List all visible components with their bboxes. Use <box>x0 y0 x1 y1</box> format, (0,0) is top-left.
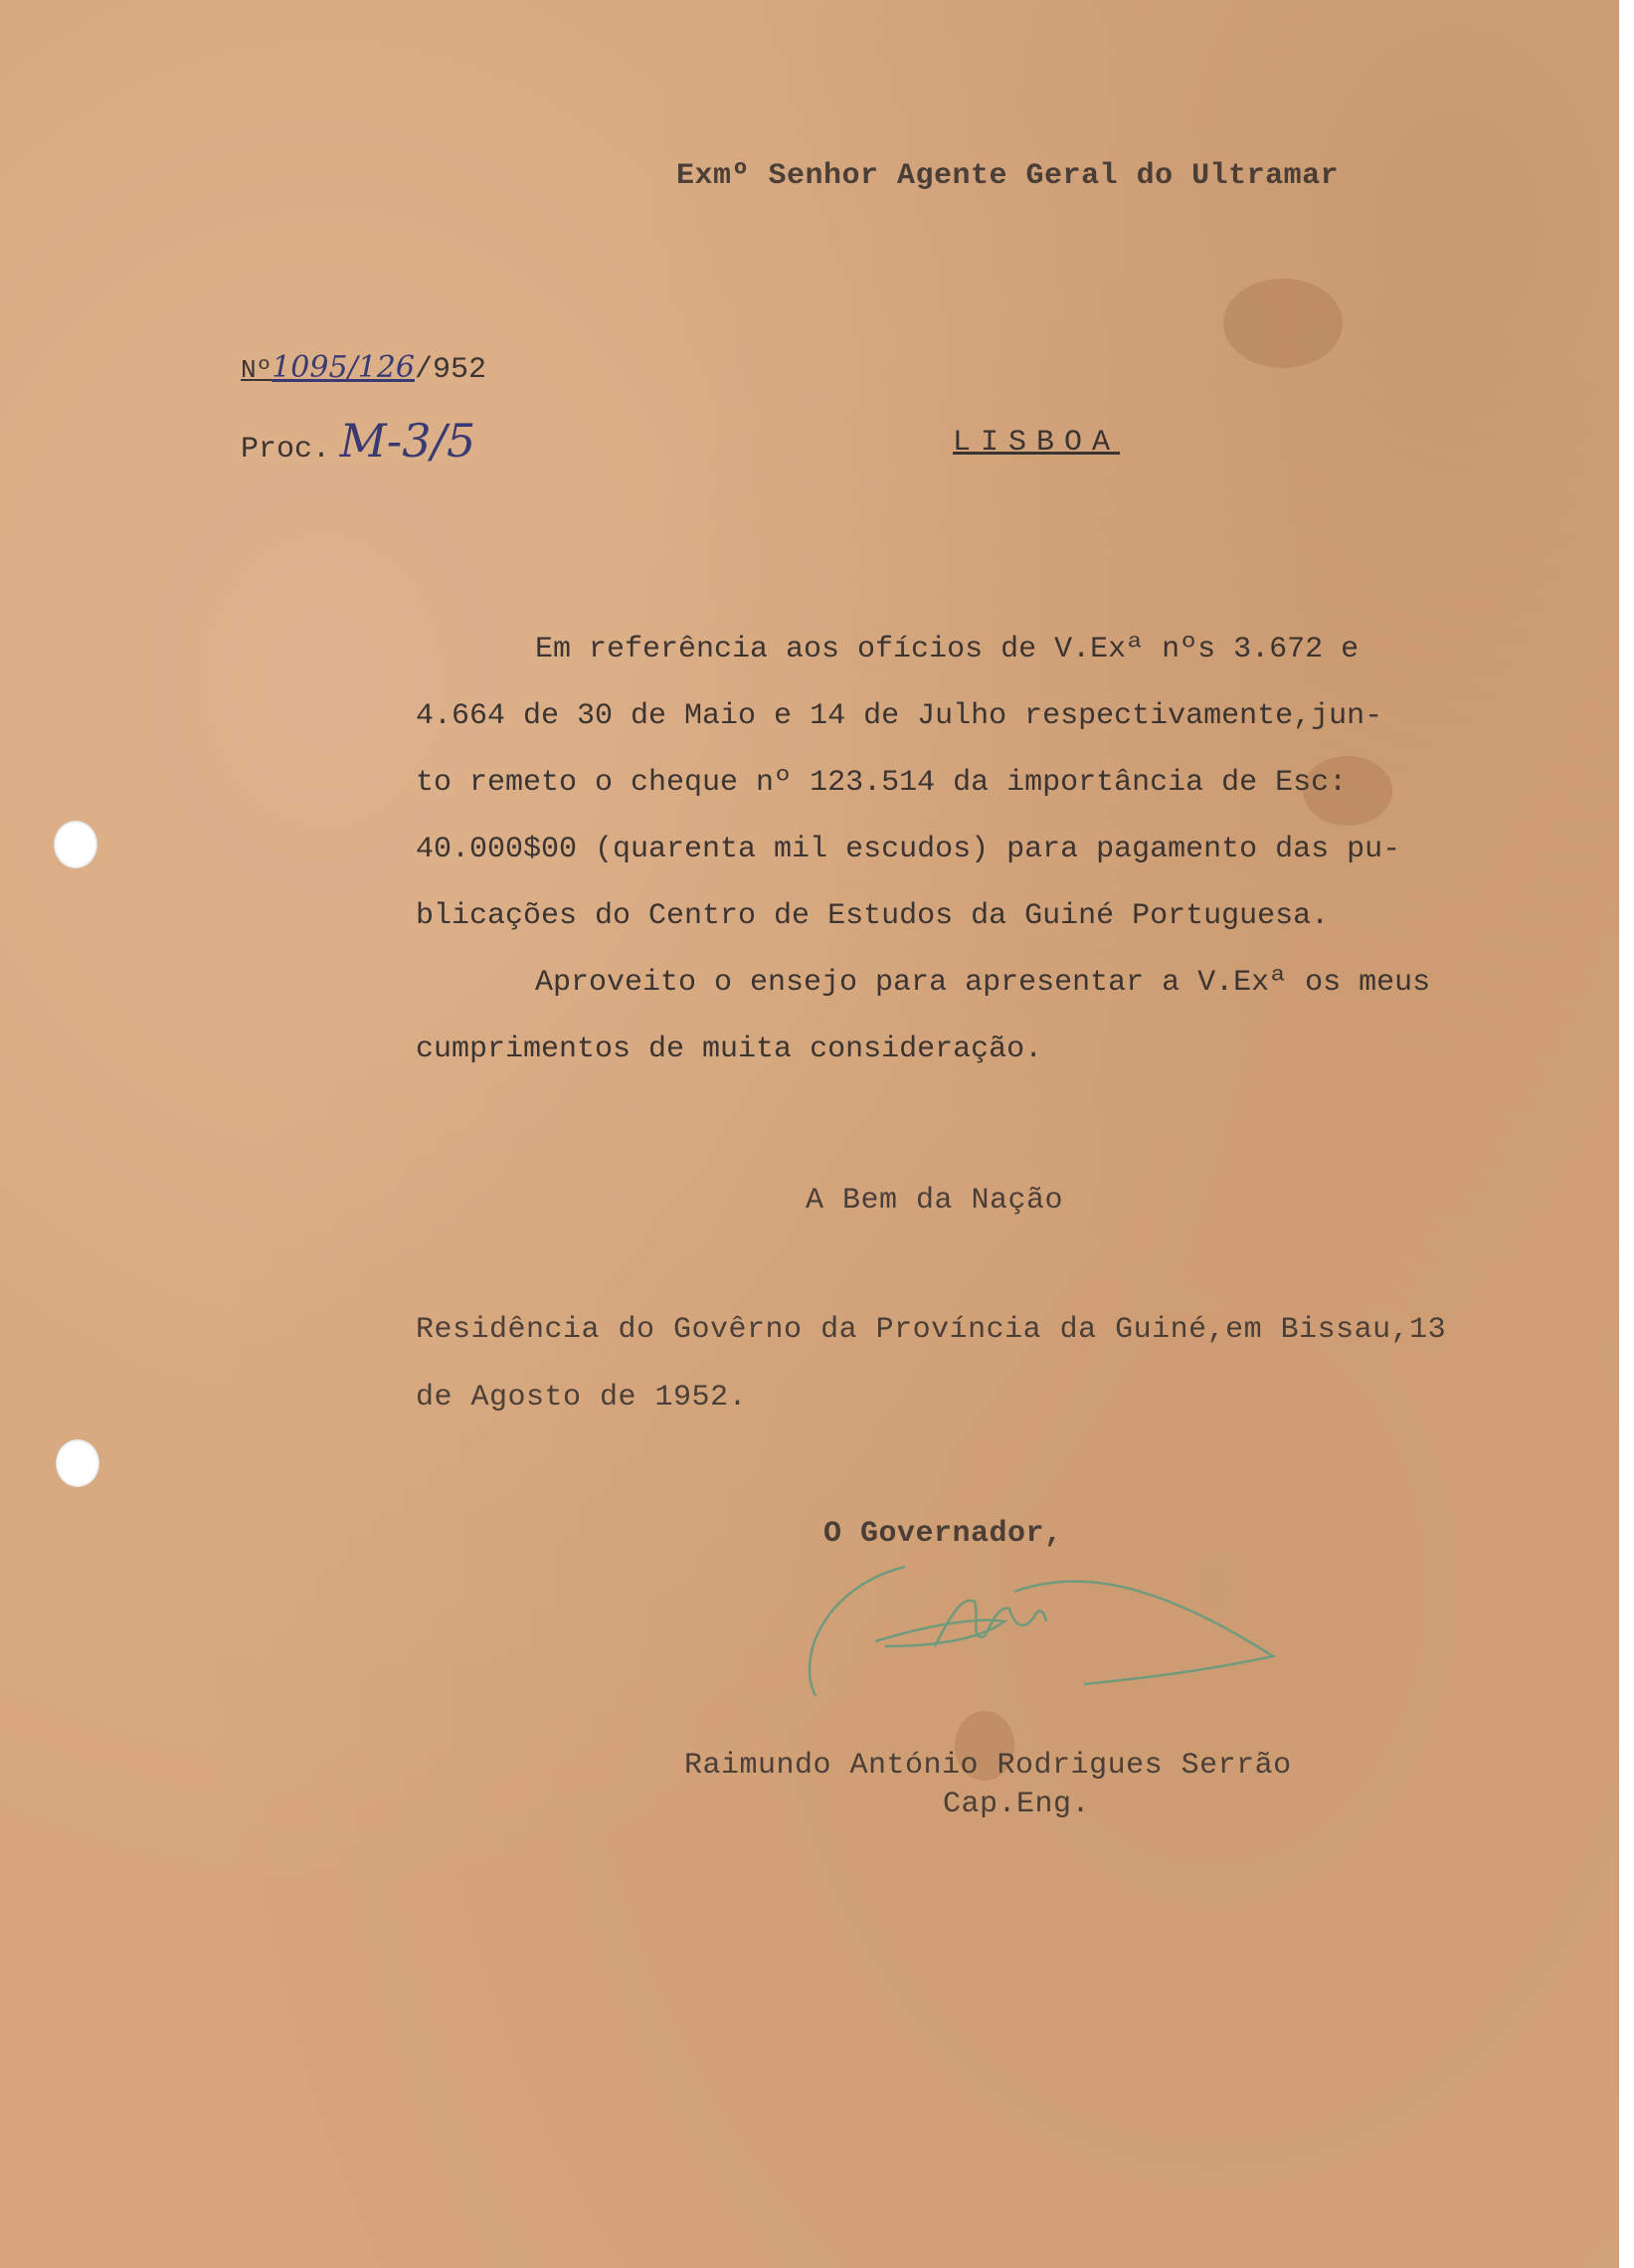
punch-hole <box>56 1439 99 1487</box>
process-label: Proc. <box>241 433 331 467</box>
process-handwritten-number: M-3/5 <box>339 414 476 468</box>
process-number <box>241 414 475 468</box>
body-line: Em referência aos ofícios de V.Exª nºs 3.672 e <box>535 633 1360 666</box>
letter-body <box>416 617 1530 1083</box>
signatory-name: Raimundo António Rodrigues Serrão <box>684 1749 1292 1783</box>
reference-prefix: Nº <box>241 355 272 385</box>
paper-stain <box>1223 279 1343 368</box>
body-line: blicações do Centro de Estudos da Guiné Portuguesa. <box>416 899 1330 933</box>
body-line: 40.000$00 (quarenta mil escudos) para pagamento das pu- <box>416 833 1401 866</box>
addressee: Exmº Senhor Agente Geral do Ultramar <box>676 159 1340 193</box>
signatory-rank: Cap.Eng. <box>943 1788 1091 1821</box>
place-date-line: Residência do Govêrno da Província da Guiné,em Bissau,13 <box>416 1313 1447 1347</box>
reference-number <box>241 350 486 387</box>
body-line: Aproveito o ensejo para apresentar a V.Exª os meus <box>535 966 1431 1000</box>
reference-year: /952 <box>414 353 486 387</box>
reference-handwritten-number: 1095/126 <box>272 350 415 385</box>
body-line: to remeto o cheque nº 123.514 da importância de Esc: <box>416 766 1348 800</box>
punch-hole <box>54 821 97 868</box>
body-line: 4.664 de 30 de Maio e 14 de Julho respectivamente,jun- <box>416 699 1383 733</box>
signature <box>786 1547 1283 1716</box>
closing: O Governador, <box>823 1517 1063 1551</box>
body-line: cumprimentos de muita consideração. <box>416 1033 1043 1066</box>
place-date-line: de Agosto de 1952. <box>416 1381 748 1415</box>
city-heading: LISBOA <box>953 426 1121 460</box>
salutation: A Bem da Nação <box>806 1184 1064 1218</box>
